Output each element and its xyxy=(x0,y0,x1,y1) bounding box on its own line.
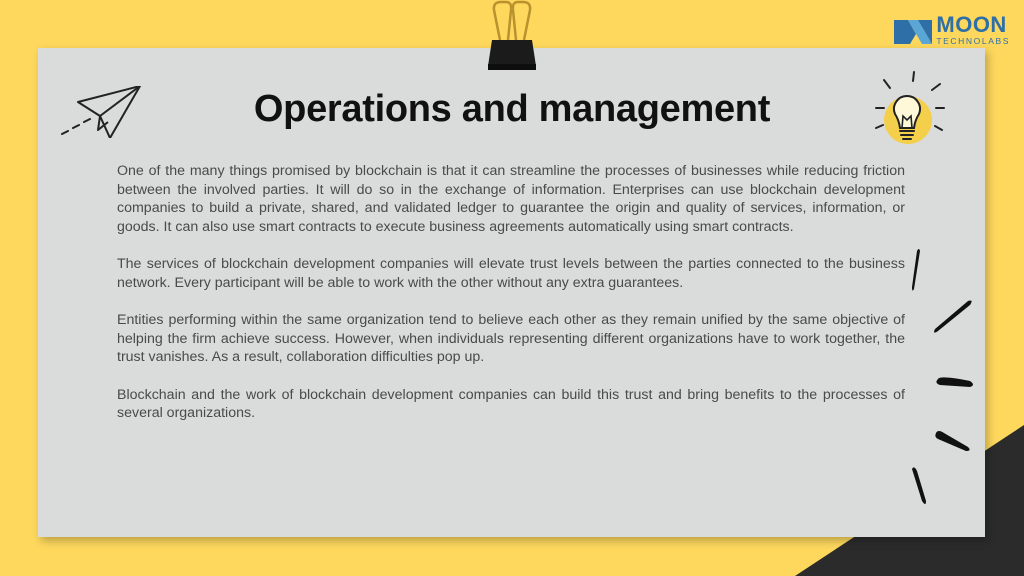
brand-logo-icon xyxy=(894,16,932,44)
paragraph-2: The services of blockchain development companies will elevate trust levels between the parties connected to the business network. Every participant will be able to work with the other without any extra guarantees. xyxy=(117,256,905,291)
paragraph-4: Blockchain and the work of blockchain development companies can build this trust and bring benefits to the processes of several organizations. xyxy=(117,386,905,421)
page-title: Operations and management xyxy=(253,88,771,130)
body-text xyxy=(117,162,905,442)
paragraph-1: One of the many things promised by blockchain is that it can streamline the processes of businesses while reducing friction between the involved parties. It will do so in the exchange of information. Enterprises can use blockchain development companies to build a private, shared, and validated ledger to guarantee the origin and quality of services, information, or goods. It can also use smart contracts to execute business agreements automatically using smart contracts. xyxy=(117,163,905,235)
brand-subtitle: TECHNOLABS xyxy=(936,36,1010,46)
brand-name: MOON xyxy=(936,12,1007,37)
binder-clip-icon xyxy=(484,0,540,72)
paper-plane-icon xyxy=(60,86,142,138)
brush-strokes-decoration xyxy=(900,245,990,515)
paragraph-3: Entities performing within the same organization tend to believe each other as they remain unified by the same objective of helping the firm achieve success. However, when individuals representing different organizations have to work together, the trust vanishes. As a result, collaboration difficulties pop up. xyxy=(117,312,905,365)
brand-logo xyxy=(894,14,1010,46)
light-bulb-icon xyxy=(870,70,950,152)
